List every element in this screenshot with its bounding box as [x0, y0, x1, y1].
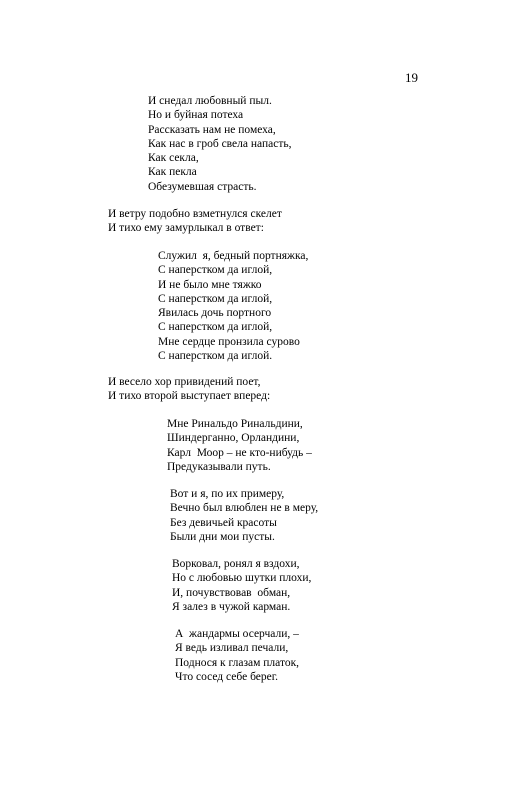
stanza-3: [158, 249, 308, 363]
verse-line: И ветру подобно взметнулся скелет: [108, 208, 282, 220]
stanza-6: [170, 487, 318, 544]
verse-line: С наперстком да иглой.: [158, 350, 273, 363]
verse-line: И весело хор привидений поет,: [108, 376, 261, 388]
verse-line: Рассказать нам не помеха,: [148, 123, 276, 136]
verse-line: И не было мне тяжко: [158, 278, 262, 291]
verse-line: А жандармы осерчали, –: [175, 628, 299, 640]
verse-line: И, почувствовав обман,: [172, 586, 291, 599]
verse-line: Служил я, бедный портняжка,: [158, 250, 309, 262]
verse-line: И тихо ему замурлыкал в ответ:: [108, 222, 264, 235]
verse-line: Я залез в чужой карман.: [172, 600, 291, 613]
verse-line: Обезумевшая страсть.: [148, 180, 257, 193]
verse-line: Вот и я, по их примеру,: [170, 488, 285, 500]
stanza-1: [148, 94, 291, 194]
stanza-5: [167, 417, 312, 474]
verse-line: Шиндерганно, Орландини,: [167, 432, 300, 445]
verse-line: Карл Моор – не кто-нибудь –: [167, 446, 312, 459]
verse-line: Но и буйная потеха: [148, 109, 244, 122]
stanza-7: [172, 557, 311, 614]
verse-line: Без девичьей красоты: [170, 516, 277, 529]
verse-line: Мне сердце пронзила сурово: [158, 335, 300, 348]
verse-line: С наперстком да иглой,: [158, 264, 273, 277]
verse-line: Вечно был влюблен не в меру,: [170, 502, 319, 515]
stanza-4: [108, 375, 270, 404]
verse-line: И снедал любовный пыл.: [148, 95, 272, 107]
verse-line: С наперстком да иглой,: [158, 321, 273, 334]
verse-line: Как секла,: [148, 152, 199, 165]
verse-line: Поднося к глазам платок,: [175, 656, 300, 669]
verse-line: Как нас в гроб свела напасть,: [148, 137, 292, 150]
verse-line: Были дни мои пусты.: [170, 530, 275, 543]
verse-line: Я ведь изливал печали,: [175, 642, 289, 655]
verse-line: Как пекла: [148, 166, 197, 179]
verse-line: Но с любовью шутки плохи,: [172, 572, 312, 585]
verse-line: Мне Ринальдо Ринальдини,: [167, 418, 303, 430]
verse-line: Что сосед себе берег.: [175, 670, 279, 683]
stanza-8: [175, 627, 299, 684]
stanza-2: [108, 207, 282, 236]
verse-line: Явилась дочь портного: [158, 307, 272, 320]
verse-line: Предуказывали путь.: [167, 460, 271, 473]
page-number: 19: [405, 70, 418, 85]
verse-line: С наперстком да иглой,: [158, 292, 273, 305]
verse-line: Ворковал, ронял я вздохи,: [172, 558, 300, 570]
verse-line: И тихо второй выступает вперед:: [108, 390, 271, 403]
